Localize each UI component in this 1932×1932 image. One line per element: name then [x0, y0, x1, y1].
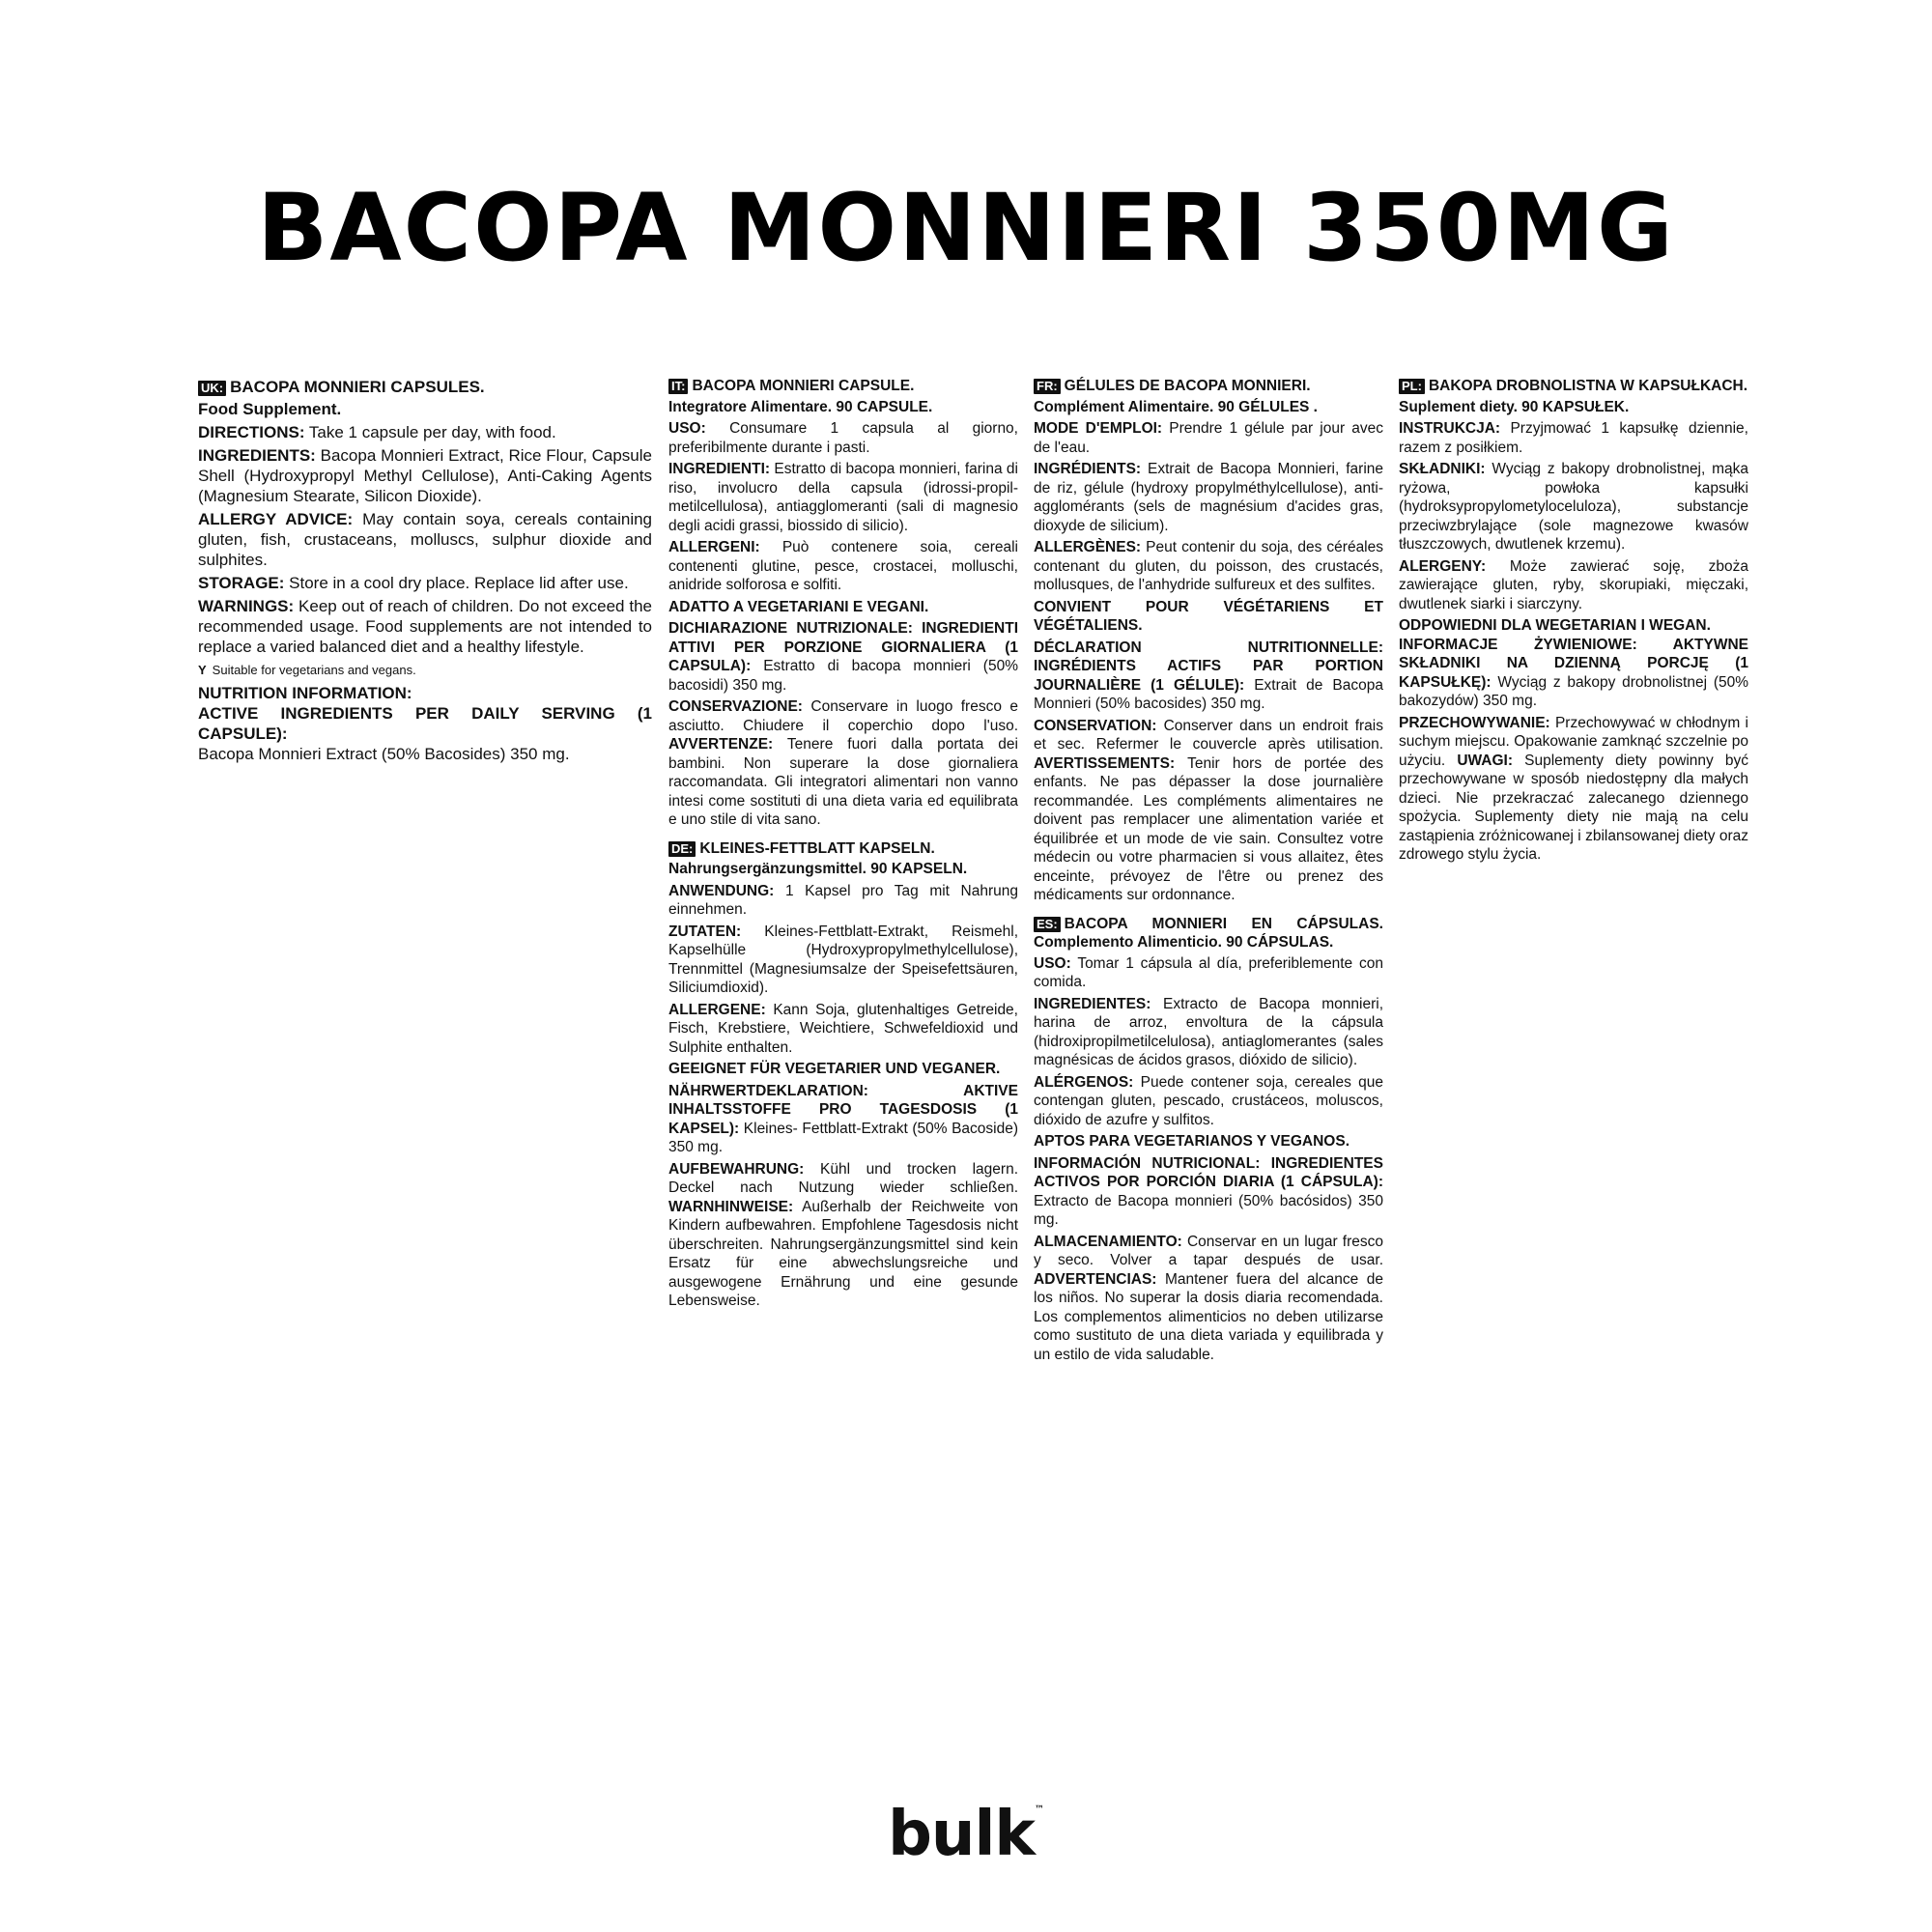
fr-allergenes-text: Peut contenir du soja, des céréales contenant du gluten, du poisson, des crustacés, mollusques, de l'anhydride sulfureux et des sulfites.	[1034, 539, 1383, 593]
it-conservazione	[668, 697, 1018, 830]
product-title: BACOPA MONNIERI 350MG	[257, 174, 1675, 282]
uk-language-tag: UK:	[198, 381, 226, 396]
uk-directions-label: DIRECTIONS:	[198, 423, 305, 441]
pl-subheading: Suplement diety. 90 KAPSUŁEK.	[1399, 398, 1630, 415]
fr-ingredients-text: Extrait de Bacopa Monnieri, farine de riz, gélule (hydroxy propylméthylcellulose), anti-agglomérants (sels de magnésium d'acides gras, dioxyde de silicium).	[1034, 461, 1384, 534]
de-language-tag: DE:	[668, 841, 696, 857]
pl-przechowywanie	[1399, 714, 1748, 865]
pl-instrukcja-label: INSTRUKCJA:	[1399, 420, 1501, 437]
es-informacion	[1034, 1154, 1383, 1230]
es-informacion-label: INFORMACIÓN NUTRICIONAL: INGREDIENTES ACTIVOS POR PORCIÓN DIARIA (1 CÁPSULA):	[1034, 1154, 1383, 1190]
es-ingredientes	[1034, 995, 1383, 1070]
uk-vegan-note	[198, 660, 652, 680]
fr-conservation-label: CONSERVATION:	[1034, 717, 1157, 734]
es-ingredientes-label: INGREDIENTES:	[1034, 995, 1151, 1012]
es-uso-label: USO:	[1034, 954, 1071, 972]
de-veganer: GEEIGNET FÜR VEGETARIER UND VEGANER.	[668, 1061, 1001, 1077]
es-alergenos-text: Puede contener soja, cereales que contengan gluten, pescado, crustáceos, moluscos, dióxido de azufre y sulfitos.	[1034, 1073, 1383, 1128]
it-ingredienti-label: INGREDIENTI:	[668, 461, 771, 477]
es-uso	[1034, 954, 1383, 992]
fr-allergenes-label: ALLERGÈNES:	[1034, 539, 1142, 555]
es-almacenamiento-text: Conservar en un lugar fresco y seco. Volver a tapar después de usar.	[1034, 1233, 1383, 1268]
it-uso-text: Consumare 1 capsula al giorno, preferibilmente durante i pasti.	[668, 420, 1018, 456]
es-heading-text: BACOPA MONNIERI EN CÁPSULAS. Complemento Alimenticio. 90 CÁPSULAS.	[1034, 915, 1383, 951]
de-anwendung	[668, 882, 1018, 920]
uk-warnings-label: WARNINGS:	[198, 597, 295, 615]
fr-subheading: Complément Alimentaire. 90 GÉLULES .	[1034, 398, 1318, 415]
fr-mode-label: MODE D'EMPLOI:	[1034, 420, 1163, 437]
pl-instrukcja	[1399, 419, 1748, 457]
it-avvertenze-label: AVVERTENZE:	[668, 736, 774, 753]
es-heading	[1034, 915, 1383, 952]
fr-declaration	[1034, 639, 1383, 714]
de-allergene-text: Kann Soja, glutenhaltiges Getreide, Fisch, Krebstiere, Weichtiere, Schwefeldioxid und Sulphite enthalten.	[668, 1001, 1018, 1056]
it-allergeni	[668, 538, 1018, 595]
fr-language-tag: FR:	[1034, 379, 1061, 394]
uk-vegan-note-text: Suitable for vegetarians and vegans.	[212, 663, 416, 677]
uk-subheading: Food Supplement.	[198, 400, 342, 418]
fr-avertissements-text: Tenir hors de portée des enfants. Ne pas dépasser la dose journalière recommandée. Les compléments alimentaires ne doivent pas remplacer une alimentation variée et équilibrée et un mode de vie sain. Consultez votre médecin ou votre pharmacien si vous allaitez, êtes enceinte, prévoyez de l'être ou prenez des médicaments sur ordonnance.	[1034, 754, 1383, 903]
fr-heading-text: GÉLULES DE BACOPA MONNIERI.	[1064, 378, 1311, 394]
fr-ingredients-label: INGRÉDIENTS:	[1034, 461, 1142, 477]
vegan-leaf-icon: Y	[198, 663, 207, 677]
fr-mode	[1034, 419, 1383, 457]
uk-warnings	[198, 596, 652, 657]
uk-directions	[198, 422, 652, 442]
de-zutaten-text: Kleines-Fettblatt-Extrakt, Reismehl, Kapselhülle (Hydroxypropylmethylcellulose), Trennmittel (Magnesiumsalze der Speisefettsäuren, Siliciumdioxid).	[668, 923, 1018, 996]
it-dichiarazione	[668, 619, 1018, 695]
pl-skladniki-text: Wyciąg z bakopy drobnolistnej, mąka ryżowa, powłoka kapsułki (hydroksypropylometyloceluloza), substancje przeciwzbrylające (sole magnezowe kwasów tłuszczowych, dwutlenek krzemu).	[1399, 461, 1748, 553]
es-almacenamiento	[1034, 1233, 1383, 1365]
pl-informacje-text: Wyciąg z bakopy drobnolistnej (50% bakozydów) 350 mg.	[1399, 673, 1749, 709]
de-warnhinweise-text: Außerhalb der Reichweite von Kindern aufbewahren. Empfohlene Tagesdosis nicht überschreiten. Nahrungsergänzungsmittel sind kein Ersatz für eine abwechslungsreiche und ausgewogene Ernährung und eine gesunde Lebensweise.	[668, 1198, 1019, 1309]
de-aufbewahrung	[668, 1160, 1018, 1311]
de-naehrwert-label: NÄHRWERTDEKLARATION: AKTIVE INHALTSSTOFFE PRO TAGESDOSIS (1 KAPSEL):	[668, 1082, 1018, 1137]
de-allergene	[668, 1001, 1018, 1058]
it-allergeni-text: Può contenere soia, cereali contenenti glutine, pesce, crostacei, molluschi, anidride solforosa e solfiti.	[668, 539, 1018, 593]
fr-declaration-text: Extrait de Bacopa Monnieri (50% bacosides) 350 mg.	[1034, 676, 1383, 712]
fr-declaration-label: DÉCLARATION NUTRITIONNELLE: INGRÉDIENTS ACTIFS PAR PORTION JOURNALIÈRE (1 GÉLULE):	[1034, 639, 1383, 694]
uk-nutrition-value: Bacopa Monnieri Extract (50% Bacosides) 350 mg.	[198, 745, 570, 763]
uk-ingredients-text: Bacopa Monnieri Extract, Rice Flour, Capsule Shell (Hydroxypropyl Methyl Cellulose), Anti-Caking Agents (Magnesium Stearate, Silicon Dioxide).	[198, 446, 652, 505]
uk-ingredients-label: INGREDIENTS:	[198, 446, 316, 465]
it-dichiarazione-label: DICHIARAZIONE NUTRIZIONALE: INGREDIENTI ATTIVI PER PORZIONE GIORNALIERA (1 CAPSULA):	[668, 620, 1018, 674]
pl-alergeny-label: ALERGENY:	[1399, 557, 1487, 575]
it-conservazione-text: Conservare in luogo fresco e asciutto. Chiudere il coperchio dopo l'uso.	[668, 698, 1018, 734]
pl-language-tag: PL:	[1399, 379, 1425, 394]
pl-weganie: ODPOWIEDNI DLA WEGETARIAN I WEGAN.	[1399, 617, 1711, 634]
it-heading	[668, 377, 1018, 396]
uk-storage	[198, 573, 652, 593]
uk-storage-text: Store in a cool dry place. Replace lid after use.	[289, 574, 629, 592]
es-alergenos-label: ALÉRGENOS:	[1034, 1073, 1134, 1091]
de-aufbewahrung-label: AUFBEWAHRUNG:	[668, 1160, 805, 1178]
it-vegani: ADATTO A VEGETARIANI E VEGANI.	[668, 598, 929, 615]
fr-vegetaliens: CONVIENT POUR VÉGÉTARIENS ET VÉGÉTALIENS.	[1034, 598, 1383, 634]
fr-conservation	[1034, 717, 1383, 905]
column-it-de	[668, 377, 1018, 1314]
it-heading-text: BACOPA MONNIERI CAPSULE.	[692, 378, 915, 394]
fr-avertissements-label: AVERTISSEMENTS:	[1034, 754, 1176, 772]
uk-allergy-label: ALLERGY ADVICE:	[198, 510, 354, 528]
fr-mode-text: Prendre 1 gélule par jour avec de l'eau.	[1034, 420, 1383, 456]
it-conservazione-label: CONSERVAZIONE:	[668, 698, 803, 715]
it-uso	[668, 419, 1018, 457]
it-subheading: Integratore Alimentare. 90 CAPSULE.	[668, 398, 933, 415]
uk-storage-label: STORAGE:	[198, 574, 285, 592]
de-naehrwert	[668, 1082, 1018, 1157]
de-zutaten-label: ZUTATEN:	[668, 923, 742, 940]
fr-ingredients	[1034, 460, 1383, 535]
pl-skladniki-label: SKŁADNIKI:	[1399, 461, 1486, 477]
pl-heading-text: BAKOPA DROBNOLISTNA W KAPSUŁKACH.	[1428, 378, 1748, 394]
it-allergeni-label: ALLERGENI:	[668, 539, 760, 555]
de-naehrwert-text: Kleines- Fettblatt-Extrakt (50% Bacoside) 350 mg.	[668, 1120, 1018, 1155]
bulk-logo-text: bulk	[888, 1799, 1035, 1870]
de-anwendung-text: 1 Kapsel pro Tag mit Nahrung einnehmen.	[668, 882, 1019, 918]
pl-skladniki	[1399, 460, 1748, 554]
pl-przechowywanie-label: PRZECHOWYWANIE:	[1399, 714, 1550, 731]
es-informacion-text: Extracto de Bacopa monnieri (50% bacósidos) 350 mg.	[1034, 1192, 1383, 1228]
de-heading	[668, 839, 1018, 859]
pl-informacje	[1399, 636, 1748, 711]
it-avvertenze-text: Tenere fuori dalla portata dei bambini. Non superare la dose giornaliera raccomandata. Gli integratori alimentari non vanno intesi come sostituti di una dieta varia ed equilibrata e uno stile di vita sano.	[668, 736, 1018, 828]
uk-allergy-text: May contain soya, cereals containing gluten, fish, crustaceans, molluscs, sulphur dioxide and sulphites.	[198, 510, 652, 569]
pl-instrukcja-text: Przyjmować 1 kapsułkę dziennie, razem z posiłkiem.	[1399, 420, 1748, 456]
pl-informacje-label: INFORMACJE ŻYWIENIOWE: AKTYWNE SKŁADNIKI NA DZIENNĄ PORCJĘ (1 KAPSUŁKĘ):	[1399, 636, 1748, 691]
it-ingredienti-text: Estratto di bacopa monnieri, farina di riso, involucro della capsula (idrossi-propil-metilcellulosa), antiagglomeranti (sali di magnesio degli acidi grassi, biossido di silicio).	[668, 461, 1018, 534]
fr-heading	[1034, 377, 1383, 396]
uk-allergy	[198, 509, 652, 570]
de-anwendung-label: ANWENDUNG:	[668, 882, 775, 899]
column-pl	[1399, 377, 1748, 867]
es-advertencias-text: Mantener fuera del alcance de los niños. No superar la dosis diaria recomendada. Los complementos alimenticios no deben utilizarse como sustituto de una dieta variada y equilibrada y un estilo de vida saludable.	[1034, 1270, 1383, 1363]
es-language-tag: ES:	[1034, 917, 1061, 932]
es-veganos: APTOS PARA VEGETARIANOS Y VEGANOS.	[1034, 1133, 1350, 1150]
uk-nutrition-subheading: ACTIVE INGREDIENTS PER DAILY SERVING (1 CAPSULE):	[198, 704, 652, 743]
uk-heading-text: BACOPA MONNIERI CAPSULES.	[230, 378, 485, 396]
uk-warnings-text: Keep out of reach of children. Do not exceed the recommended usage. Food supplements are not intended to replace a varied balanced diet and a healthy lifestyle.	[198, 597, 652, 656]
de-warnhinweise-label: WARNHINWEISE:	[668, 1198, 794, 1215]
uk-ingredients	[198, 445, 652, 506]
uk-nutrition-heading: NUTRITION INFORMATION:	[198, 684, 412, 702]
it-uso-label: USO:	[668, 420, 706, 437]
de-allergene-label: ALLERGENE:	[668, 1001, 766, 1018]
it-language-tag: IT:	[668, 379, 688, 394]
es-advertencias-label: ADVERTENCIAS:	[1034, 1270, 1157, 1288]
uk-heading	[198, 377, 652, 397]
column-fr-es	[1034, 377, 1383, 1367]
it-dichiarazione-text: Estratto di bacopa monnieri (50% bacosidi) 350 mg.	[668, 658, 1018, 694]
uk-directions-text: Take 1 capsule per day, with food.	[308, 423, 556, 441]
it-ingredienti	[668, 460, 1018, 535]
trademark-mark: ™	[1034, 1804, 1044, 1815]
de-aufbewahrung-text: Kühl und trocken lagern. Deckel nach Nutzung wieder schließen.	[668, 1160, 1018, 1196]
column-uk	[198, 377, 652, 767]
pl-uwagi-text: Suplementy diety powinny być przechowywane w sposób niedostępny dla małych dzieci. Nie przekraczać zalecanego dziennego spożycia. Suplementy diety nie mają na celu zastąpienia zróżnicowanej i zbilansowanej diety oraz zdrowego stylu życia.	[1399, 752, 1748, 863]
pl-heading	[1399, 377, 1748, 396]
es-almacenamiento-label: ALMACENAMIENTO:	[1034, 1233, 1182, 1250]
de-subheading: Nahrungsergänzungsmittel. 90 KAPSELN.	[668, 861, 968, 877]
pl-uwagi-label: UWAGI:	[1457, 752, 1514, 769]
es-alergenos	[1034, 1073, 1383, 1130]
pl-alergeny	[1399, 557, 1748, 614]
es-ingredientes-text: Extracto de Bacopa monnieri, harina de arroz, envoltura de la cápsula (hidroxipropilmetilcelulosa), antiaglomerantes (sales magnésicas de ácidos grasos, dióxido de silicio).	[1034, 995, 1383, 1068]
pl-przechowywanie-text: Przechowywać w chłodnym i suchym miejscu. Opakowanie zamknąć szczelnie po użyciu.	[1399, 714, 1748, 769]
bulk-logo	[0, 1799, 1932, 1870]
fr-allergenes	[1034, 538, 1383, 595]
pl-alergeny-text: Może zawierać soję, zboża zawierające gluten, ryby, skorupiaki, mięczaki, dwutlenek siarki i siarczyny.	[1399, 557, 1748, 612]
de-zutaten	[668, 923, 1018, 998]
es-uso-text: Tomar 1 cápsula al día, preferiblemente con comida.	[1034, 954, 1384, 990]
fr-conservation-text: Conserver dans un endroit frais et sec. Refermer le couvercle après utilisation.	[1034, 717, 1383, 753]
de-heading-text: KLEINES-FETTBLATT KAPSELN.	[699, 839, 935, 857]
